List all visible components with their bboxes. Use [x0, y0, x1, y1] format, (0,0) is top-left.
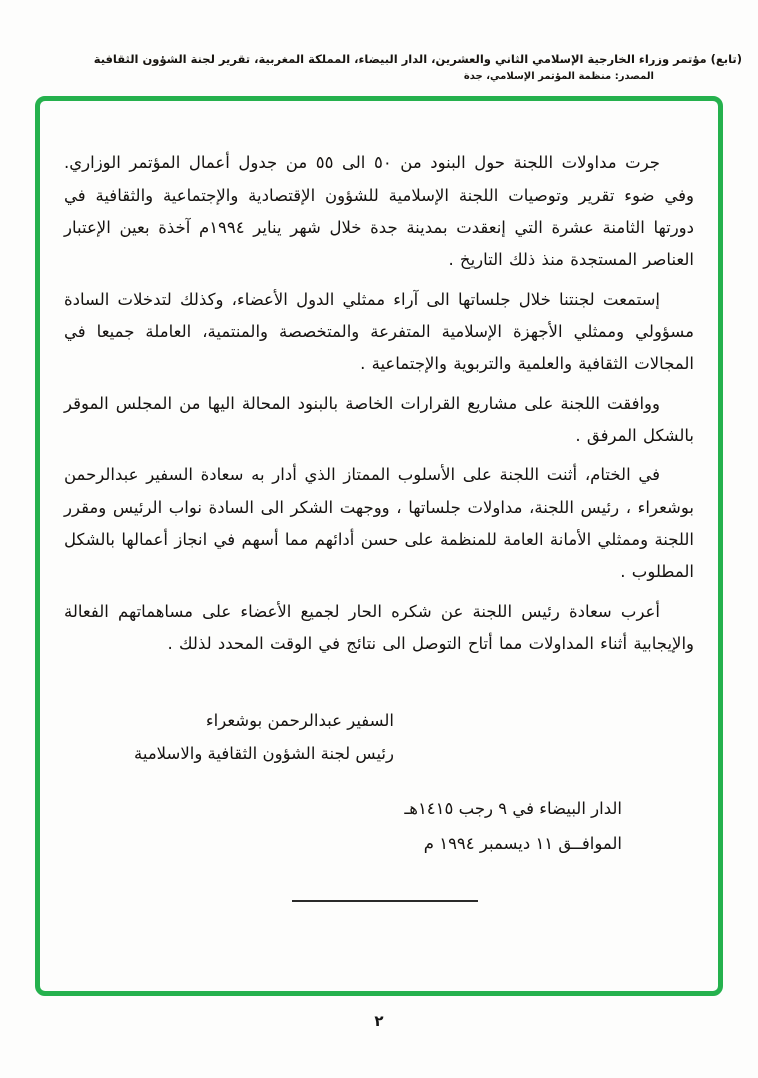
- body-paragraph-3: ووافقت اللجنة على مشاريع القرارات الخاصة بالبنود المحالة اليها من المجلس الموقر بالشكل المرفق .: [64, 393, 694, 446]
- body-paragraph-5: أعرب سعادة رئيس اللجنة عن شكره الحار لجميع الأعضاء على مساهماتهم الفعالة والإيجابية أثناء المداولات مما أتاح التوصل الى نتائج في الوقت المحدد لذلك .: [64, 601, 694, 653]
- signature-name: السفير عبدالرحمن بوشعراء: [205, 711, 394, 731]
- header-title-line: (تابع) مؤتمر وزراء الخارجية الإسلامي الثاني والعشرين، الدار البيضاء، المملكة المغربية، تقرير لجنة الشؤون الثقافية: [93, 52, 742, 66]
- signature-block: [134, 704, 394, 770]
- body-paragraph-1: جرت مداولات اللجنة حول البنود من ٥٠ الى ٥٥ من جدول أعمال المؤتمر الوزاري. وفي ضوء تقرير وتوصيات اللجنة الإسلامية للشؤون الإقتصادية والإجتماعية والثقافية في دورتها الثامنة عشرة التي إنعقدت بمدينة جدة خلال شهر يناير ١٩٩٤م آخذة بعين الإعتبار العناصر المستجدة منذ ذلك التاريخ .: [64, 153, 694, 270]
- signature-title: رئيس لجنة الشؤون الثقافية والاسلامية: [134, 744, 394, 764]
- body-paragraph-4: في الختام، أثنت اللجنة على الأسلوب الممتاز الذي أدار به سعادة السفير عبدالرحمن بوشعراء ، رئيس اللجنة، مداولات جلساتها ، ووجهت الشكر الى السادة نواب الرئيس ومقرر اللجنة وممثلي الأمانة العامة للمنظمة على حسن أدائهم مما أسهم في انجاز أعمالها بالشكل المطلوب .: [64, 465, 694, 582]
- content-frame: [35, 96, 723, 996]
- page-footer: [0, 1012, 758, 1030]
- date-gregorian: الموافــق ١١ ديسمبر ١٩٩٤ م: [423, 833, 622, 853]
- body-paragraph-2: إستمعت لجنتنا خلال جلساتها الى آراء ممثلي الدول الأعضاء، وكذلك لتدخلات السادة مسؤولي وممثلي الأجهزة الإسلامية المتفرعة والمتخصصة والمنتمية، العاملة جميعا في المجالات الثقافية والعلمية والتربوية والإجتماعية .: [64, 289, 694, 374]
- date-hijri: الدار البيضاء في ٩ رجب ١٤١٥هـ: [404, 799, 622, 819]
- header-source-line: المصدر: منظمة المؤتمر الإسلامي، جدة: [463, 71, 654, 83]
- signature-rule: [292, 900, 478, 902]
- document-header: [0, 0, 758, 82]
- date-block: [64, 792, 622, 861]
- page-number: ٢: [374, 1012, 384, 1031]
